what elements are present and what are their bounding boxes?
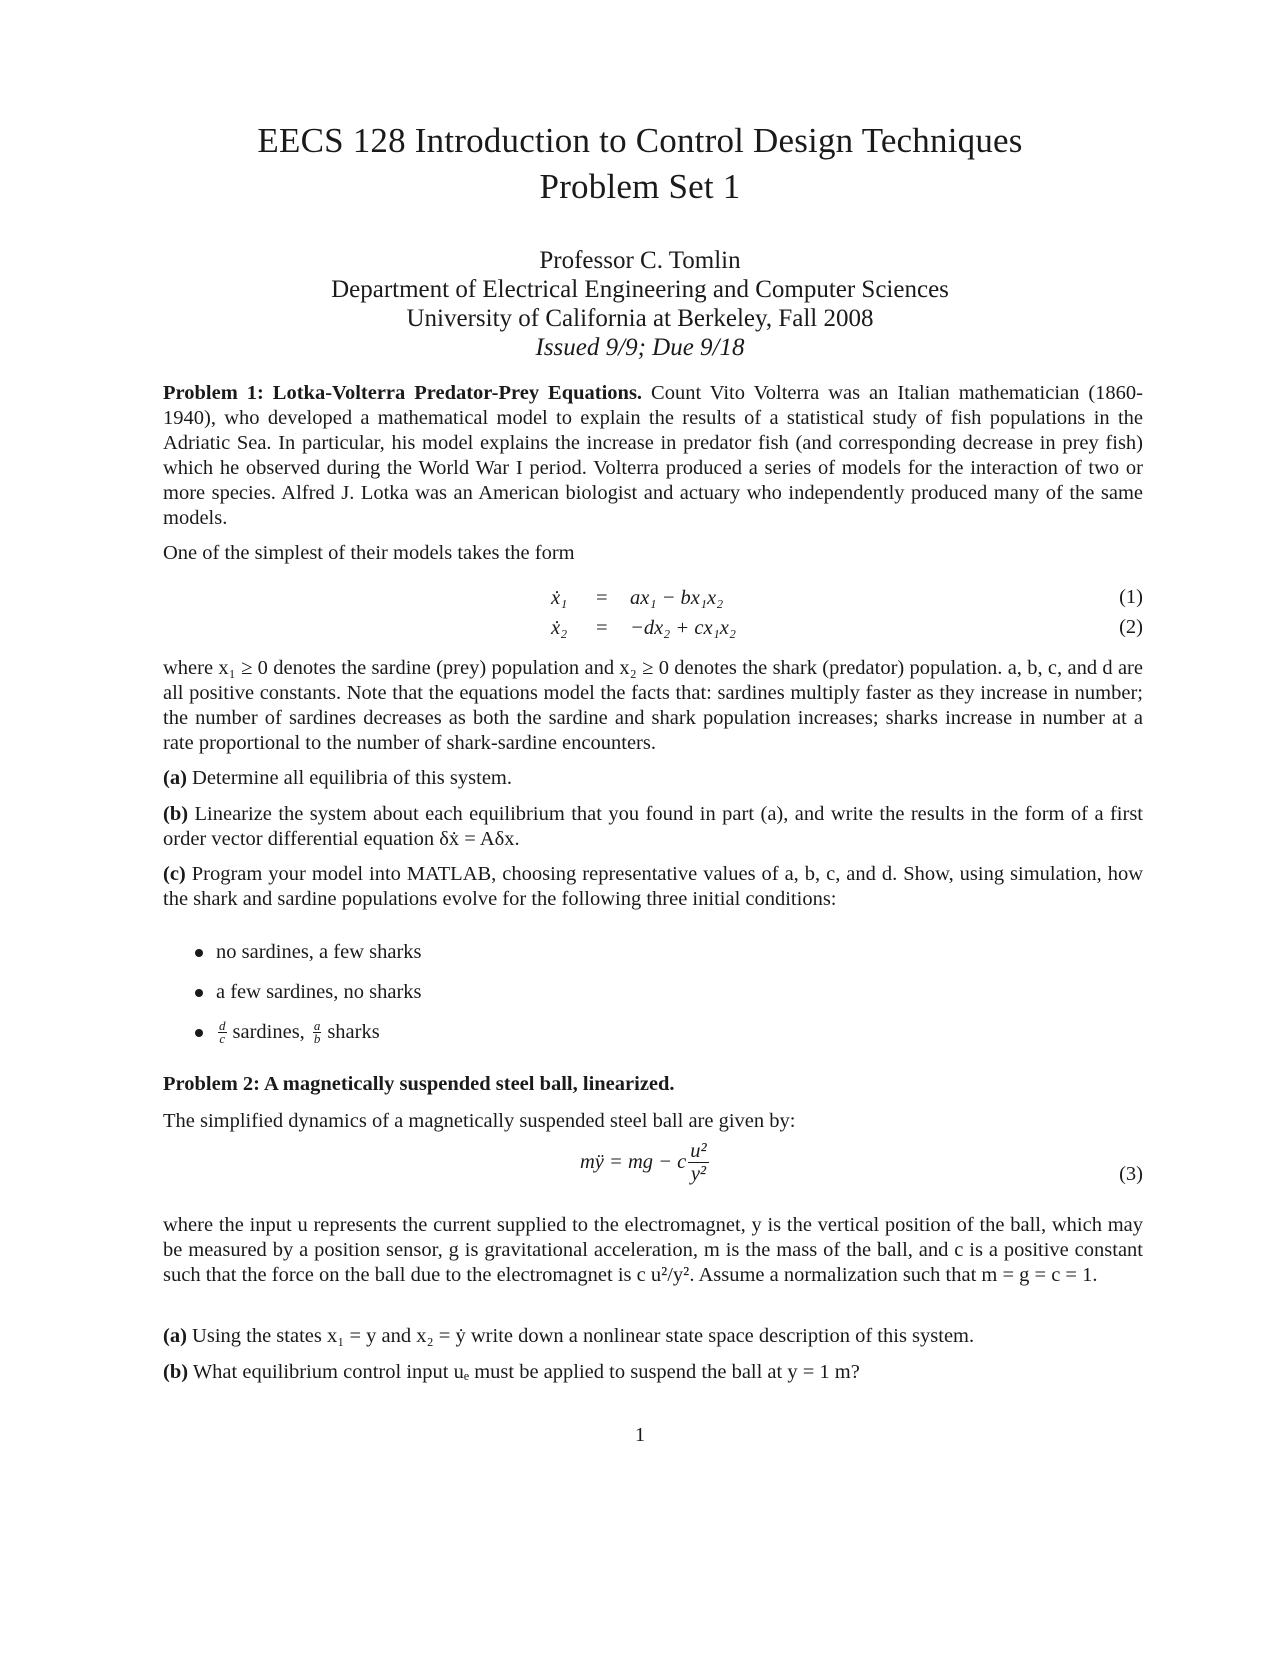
list-item-text: a few sardines, no sharks (216, 981, 422, 1003)
part-b-label: (b) (163, 1361, 189, 1383)
equation-2-rhs: −dx₂ + cx₁x₂ (630, 617, 736, 639)
title-block (0, 118, 1280, 210)
list-item (195, 1020, 422, 1060)
list-item (195, 980, 422, 1020)
author-block (0, 246, 1280, 362)
equation-3-number: (3) (1119, 1163, 1143, 1185)
problem-1-form-sentence: One of the simplest of their models takes the form (163, 542, 575, 564)
problem-1-intro-text: Count Vito Volterra was an Italian mathematician (1860-1940), who developed a mathematical model to explain the results of a statistical study of fish populations in the Adriatic Sea. In particular, his model explains the increase in predator fish (and corresponding decrease in prey fish) which he observed during the World War I period. Volterra produced a series of models for the interaction of two or more species. Alfred J. Lotka was an American biologist and actuary who independently produced many of the same models. (163, 382, 1144, 529)
university-name: University of California at Berkeley, Fall 2008 (406, 305, 874, 332)
equation-2-equals: = (596, 617, 608, 639)
part-b-text: What equilibrium control input uₑ must be applied to suspend the ball at y = 1 m? (192, 1361, 860, 1383)
equation-3-fraction: $\frac{\text{u²}}{\text{y²}}$ (690, 1140, 707, 1185)
list-item-text: sardines, (232, 1021, 305, 1043)
problem-2-part-b (163, 1360, 1143, 1385)
problem-1-intro (163, 381, 1143, 531)
page-number: 1 (634, 1424, 646, 1446)
equation-3 (580, 1140, 709, 1185)
problem-1-where-text: where x₁ ≥ 0 denotes the sardine (prey) population and x₂ ≥ 0 denotes the shark (predator) population. a, b, c, and d are all positive constants. Note that the equations model the facts that: sardines multiply faster as they increase in number; the number of sardines decreases as both the sardine and shark population increases; sharks increase in number at a rate proportional to the number of shark-sardine encounters. (163, 657, 1143, 754)
problem-2-where-text: where the input u represents the current supplied to the electromagnet, y is the vertical position of the ball, which may be measured by a position sensor, g is gravitational acceleration, m is the mass of the ball, and c is a positive constant such that the force on the ball due to the electromagnet is c u²/y². Assume a normalization such that m = g = c = 1. (163, 1214, 1143, 1286)
equation-1-rhs: ax₁ − bx₁x₂ (630, 587, 724, 609)
list-item (195, 940, 422, 980)
part-c-label: (c) (163, 863, 186, 885)
problem-1-part-b (163, 802, 1143, 852)
problem-1-part-c (163, 862, 1143, 912)
problem-2-heading: Problem 2: A magnetically suspended steel ball, linearized. (163, 1073, 675, 1095)
list-item-text: no sardines, a few sharks (216, 941, 422, 963)
problem-1-part-a (163, 766, 1143, 791)
problem-2-intro: The simplified dynamics of a magnetically suspended steel ball are given by: (163, 1110, 796, 1132)
equation-3-lhs: mÿ = mg − c (580, 1151, 687, 1173)
list-item-text: sharks (327, 1021, 380, 1043)
equation-2-lhs: ẋ₂ (551, 617, 568, 639)
part-a-label: (a) (163, 767, 187, 789)
course-title: EECS 128 Introduction to Control Design Techniques (257, 121, 1023, 160)
part-b-label: (b) (163, 803, 189, 825)
part-b-text: Linearize the system about each equilibrium that you found in part (a), and write the results in the form of a first order vector differential equation δẋ = Aδx. (163, 803, 1143, 850)
problem-2-part-a (163, 1324, 1143, 1349)
equation-1-lhs: ẋ₁ (551, 587, 568, 609)
fraction-d-over-c: $\frac{d}{c}$ (219, 1018, 226, 1046)
equation-2-number: (2) (1119, 616, 1143, 638)
part-a-text: Determine all equilibria of this system. (192, 767, 512, 789)
bullet-icon (195, 1029, 203, 1037)
professor-name: Professor C. Tomlin (539, 247, 741, 274)
problem-set-title: Problem Set 1 (539, 167, 741, 206)
equation-1-equals: = (596, 587, 608, 609)
part-c-text: Program your model into MATLAB, choosing representative values of a, b, c, and d. Show, using simulation, how the shark and sardine populations evolve for the following three initial conditions: (163, 863, 1143, 910)
equation-1-number: (1) (1119, 586, 1143, 608)
problem-1-heading: Problem 1: Lotka-Volterra Predator-Prey Equations. (163, 382, 643, 404)
issue-dates: Issued 9/9; Due 9/18 (535, 334, 745, 361)
initial-conditions-list (195, 940, 422, 1060)
part-a-text: Using the states x₁ = y and x₂ = ẏ write down a nonlinear state space description of this system. (192, 1325, 975, 1347)
bullet-icon (195, 989, 203, 997)
department-name: Department of Electrical Engineering and Computer Sciences (331, 276, 949, 303)
bullet-icon (195, 949, 203, 957)
fraction-a-over-b: $\frac{a}{b}$ (313, 1018, 321, 1046)
part-a-label: (a) (163, 1325, 187, 1347)
